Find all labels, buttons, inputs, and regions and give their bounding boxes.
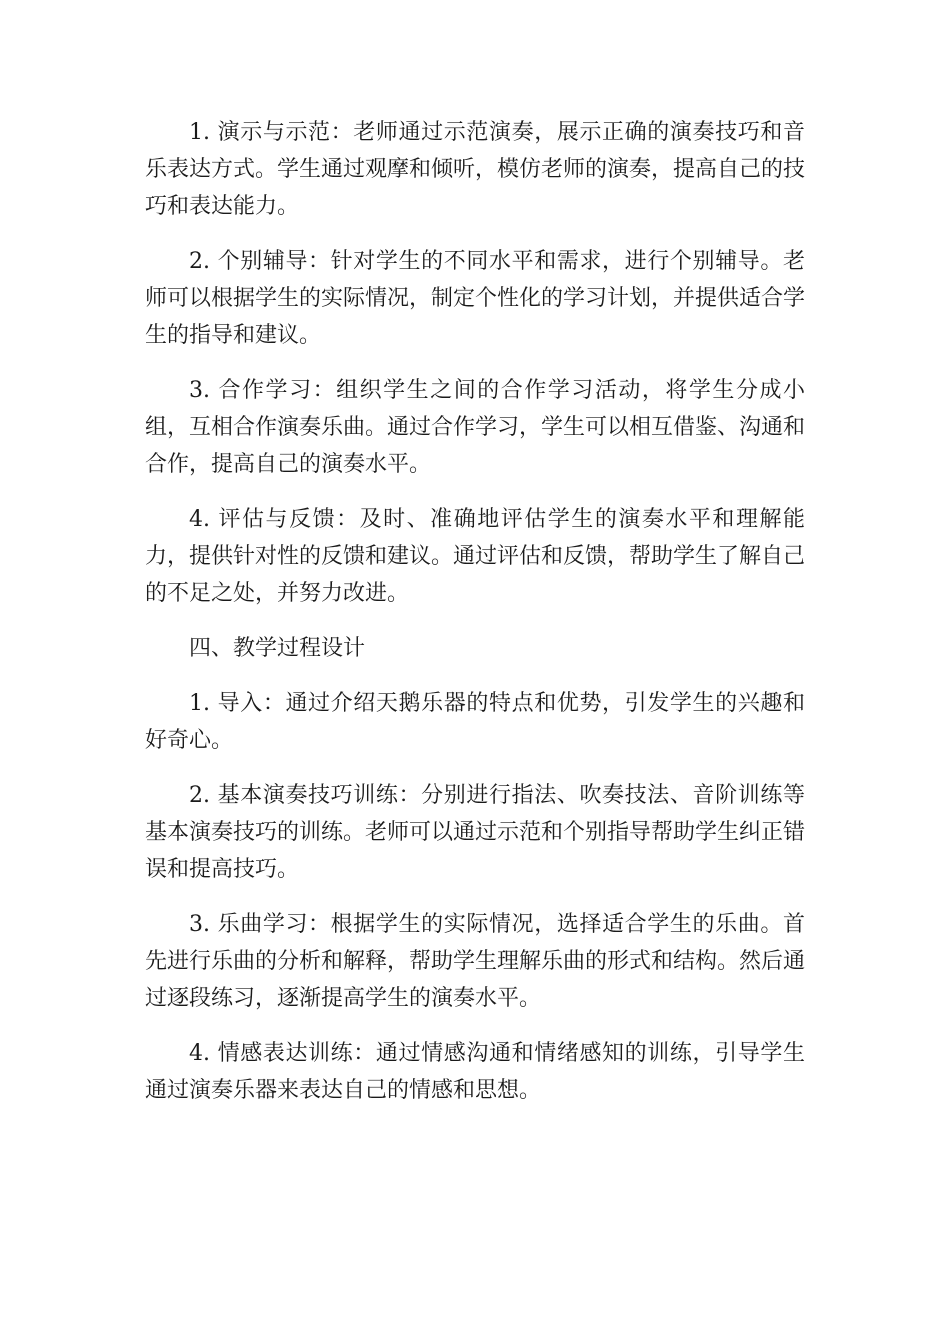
paragraph-individual-tutoring: 2. 个别辅导：针对学生的不同水平和需求，进行个别辅导。老师可以根据学生的实际情况，制定个性化的学习计划，并提供适合学生的指导和建议。 bbox=[145, 249, 806, 348]
paragraph-cooperative-learning: 3. 合作学习：组织学生之间的合作学习活动，将学生分成小组，互相合作演奏乐曲。通过合作学习，学生可以相互借鉴、沟通和合作，提高自己的演奏水平。 bbox=[145, 378, 806, 477]
document-body bbox=[145, 114, 805, 1127]
paragraph-emotional-expression: 4. 情感表达训练：通过情感沟通和情绪感知的训练，引导学生通过演奏乐器来表达自己的情感和思想。 bbox=[145, 1041, 805, 1103]
paragraph-demonstration: 1. 演示与示范：老师通过示范演奏，展示正确的演奏技巧和音乐表达方式。学生通过观摩和倾听，模仿老师的演奏，提高自己的技巧和表达能力。 bbox=[145, 120, 806, 219]
paragraph-piece-learning: 3. 乐曲学习：根据学生的实际情况，选择适合学生的乐曲。首先进行乐曲的分析和解释，帮助学生理解乐曲的形式和结构。然后通过逐段练习，逐渐提高学生的演奏水平。 bbox=[145, 912, 806, 1011]
paragraph-basic-technique: 2. 基本演奏技巧训练：分别进行指法、吹奏技法、音阶训练等基本演奏技巧的训练。老师可以通过示范和个别指导帮助学生纠正错误和提高技巧。 bbox=[145, 783, 806, 882]
section-heading: 四、教学过程设计 bbox=[189, 636, 366, 661]
paragraph-introduction: 1. 导入：通过介绍天鹅乐器的特点和优势，引发学生的兴趣和好奇心。 bbox=[145, 691, 805, 753]
paragraph-evaluation-feedback: 4. 评估与反馈：及时、准确地评估学生的演奏水平和理解能力，提供针对性的反馈和建议。通过评估和反馈，帮助学生了解自己的不足之处，并努力改进。 bbox=[145, 507, 806, 606]
